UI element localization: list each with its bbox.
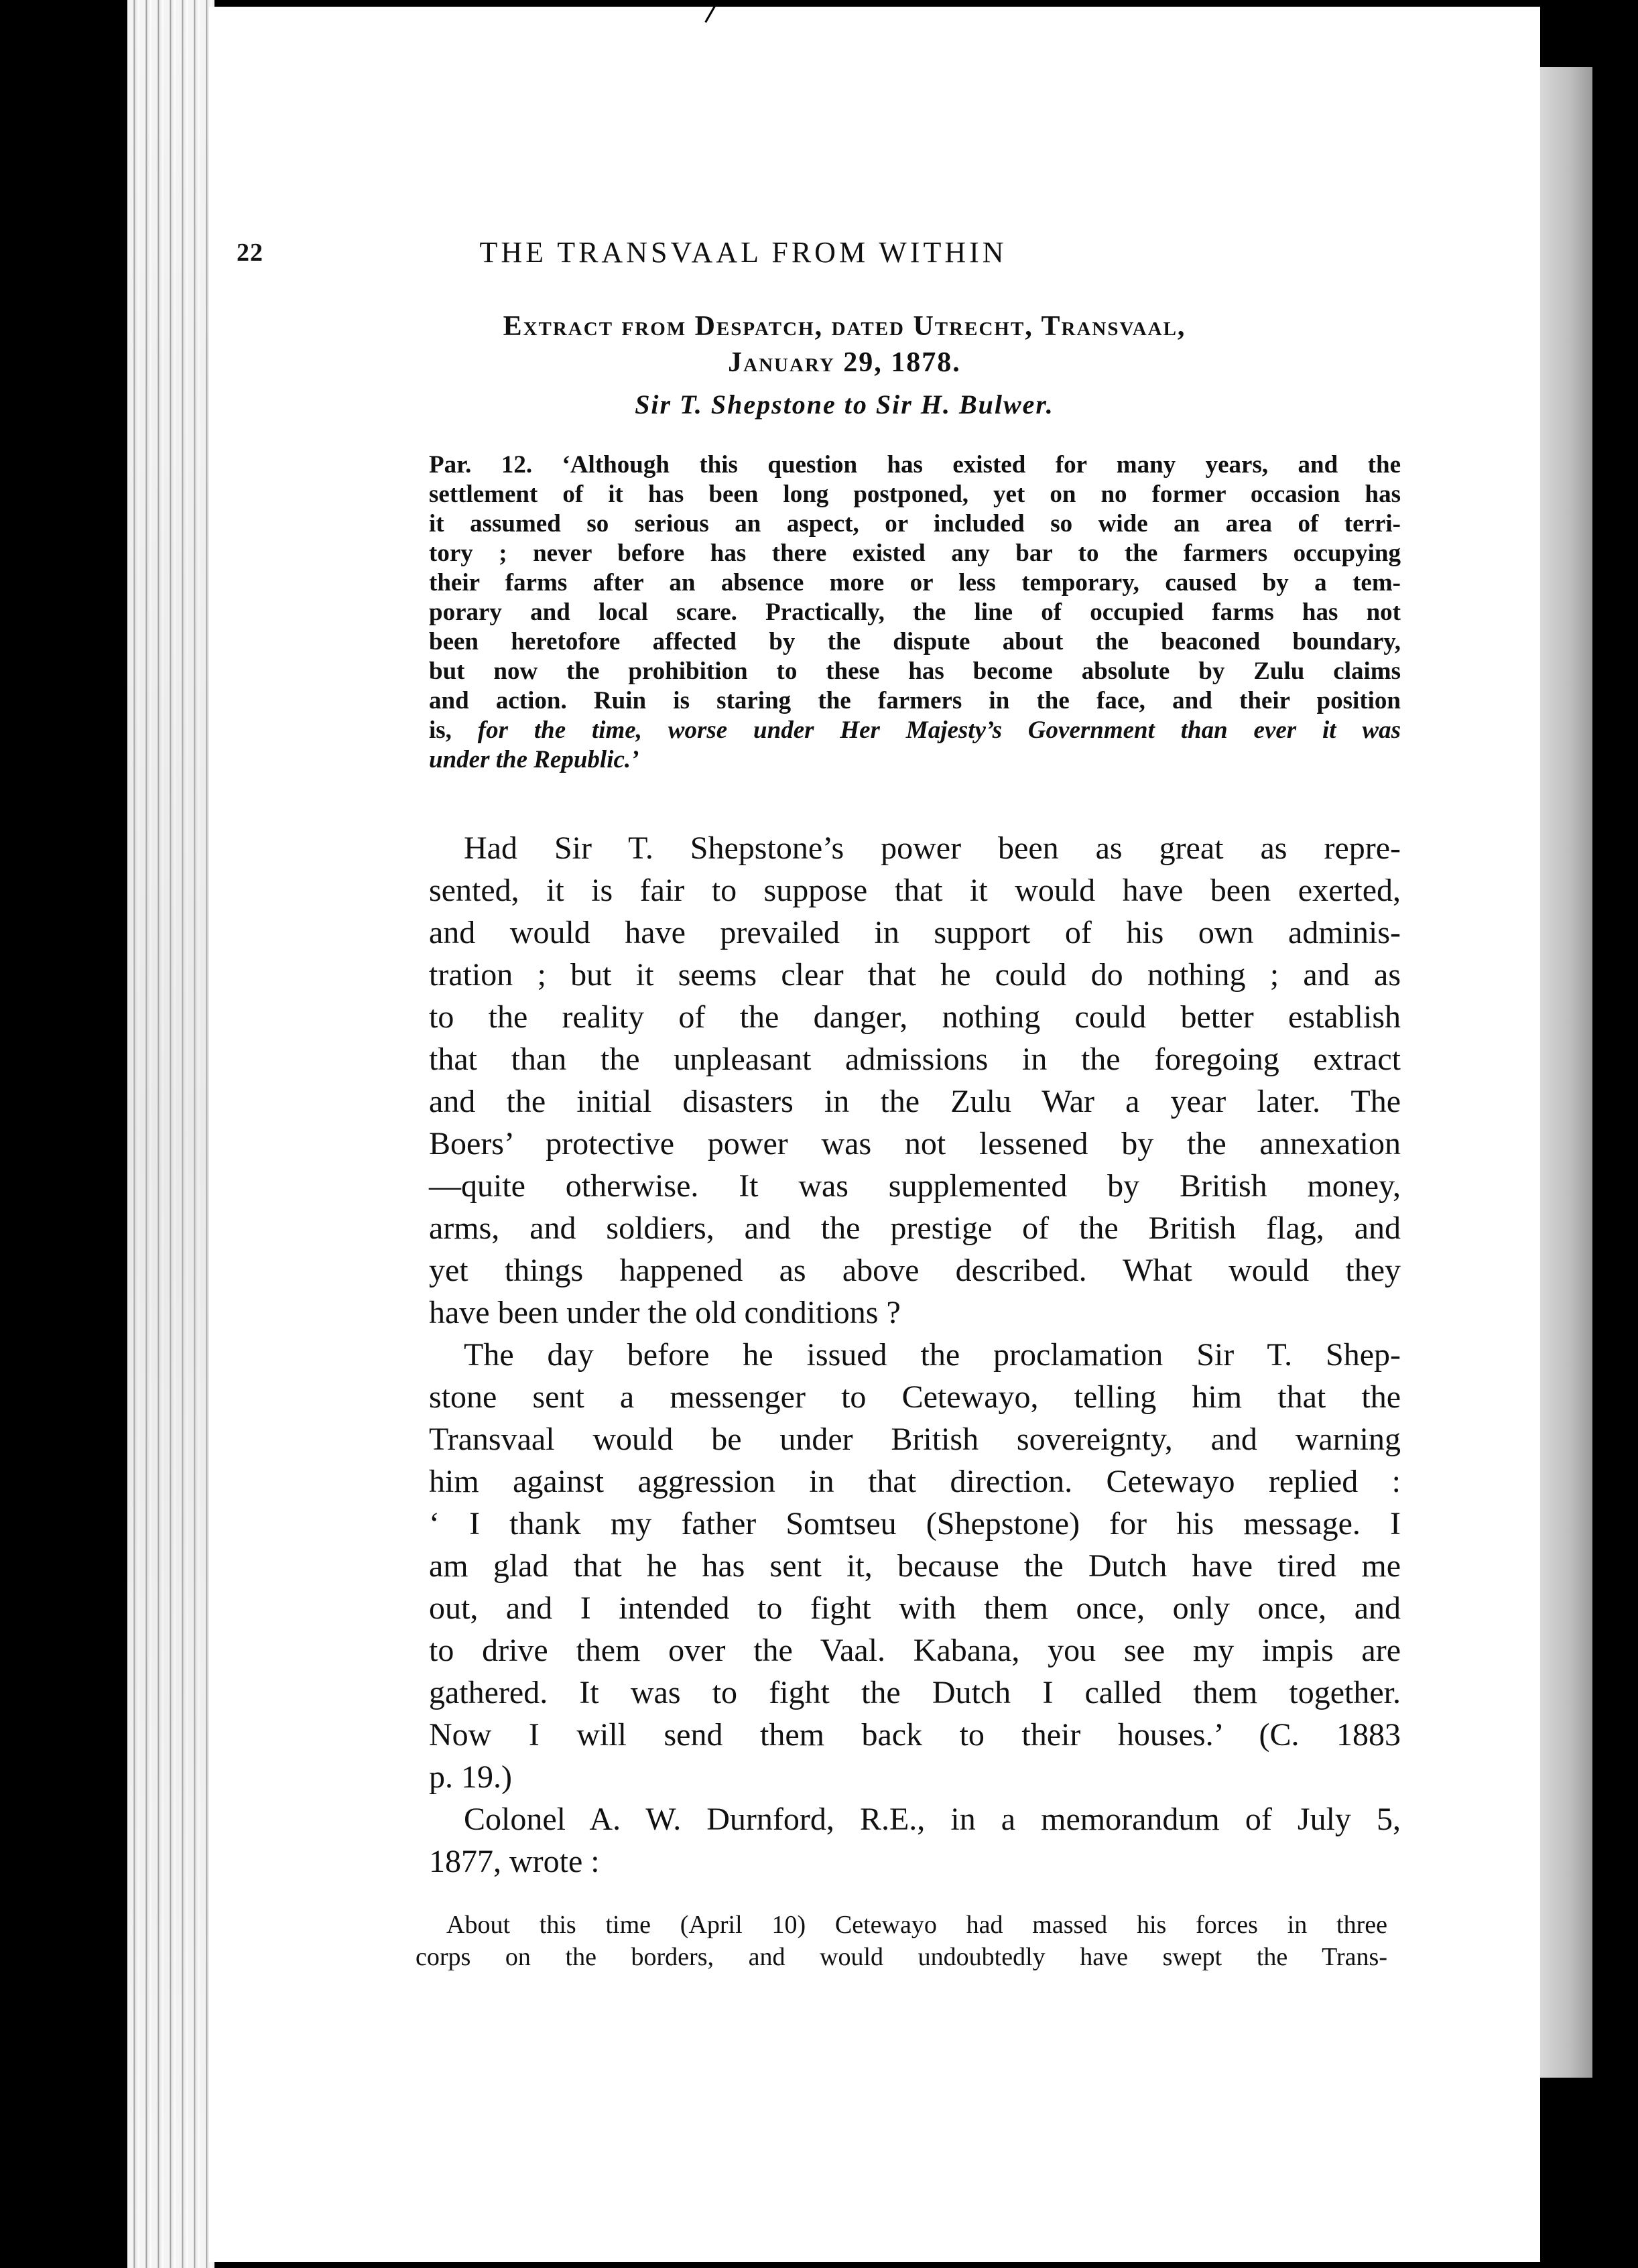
extract-subheading: Sir T. Shepstone to Sir H. Bulwer. [635, 389, 1054, 420]
extract-heading-line-1: Extract from Despatch, dated Utrecht, Transvaal, [503, 311, 1186, 342]
body-line: Had Sir T. Shepstone’s power been as great as repre- [464, 830, 1401, 866]
body-line: yet things happened as above described. What would they [429, 1253, 1401, 1288]
extract-heading [322, 308, 1367, 381]
body-line: and the initial disasters in the Zulu War a year later. The [429, 1084, 1401, 1119]
body-line: Colonel A. W. Durnford, R.E., in a memorandum of July 5, [464, 1802, 1401, 1837]
book-page-edges [127, 0, 214, 2268]
quote-line: tory ; never before has there existed any bar to the farmers occupying [429, 540, 1401, 567]
body-line: 1877, wrote : [429, 1844, 600, 1879]
quote-line-prefix: is, [429, 716, 478, 744]
quote-line: their farms after an absence more or less temporary, caused by a tem- [429, 569, 1401, 596]
quote-line: but now the prohibition to these has become absolute by Zulu claims [429, 657, 1401, 685]
quote-italic-text: for the time, worse under Her Majesty’s Government than ever it was [477, 716, 1401, 744]
body-line: stone sent a messenger to Cetewayo, telling him that the [429, 1379, 1401, 1415]
quote-line: porary and local scare. Practically, the line of occupied farms has not [429, 598, 1401, 626]
quote-line: Par. 12. ‘Although this question has existed for many years, and the [429, 451, 1401, 479]
body-line: p. 19.) [429, 1759, 512, 1795]
durnford-quote [416, 1909, 1387, 1973]
body-line: Transvaal would be under British sovereignty, and warning [429, 1422, 1401, 1457]
body-line: to drive them over the Vaal. Kabana, you see my impis are [429, 1633, 1401, 1668]
body-line: have been under the old conditions ? [429, 1295, 901, 1330]
body-line: gathered. It was to fight the Dutch I called them together. [429, 1675, 1401, 1710]
paragraph-2 [429, 1334, 1401, 1798]
page-header [237, 238, 1250, 285]
quote-line: About this time (April 10) Cetewayo had massed his forces in three [446, 1911, 1387, 1939]
body-line: Now I will send them back to their houses.’ (C. 1883 [429, 1717, 1401, 1753]
body-line: The day before he issued the proclamation Sir T. Shep- [464, 1337, 1401, 1373]
body-line: ‘ I thank my father Somtseu (Shepstone) for his message. I [429, 1506, 1401, 1541]
paragraph-3 [429, 1798, 1401, 1883]
body-line: that than the unpleasant admissions in the foregoing extract [429, 1042, 1401, 1077]
body-line: tration ; but it seems clear that he could do nothing ; and as [429, 957, 1401, 993]
body-line: arms, and soldiers, and the prestige of the British flag, and [429, 1210, 1401, 1246]
extract-heading-line-2: January 29, 1878. [728, 347, 961, 378]
body-line: him against aggression in that direction. Cetewayo replied : [429, 1464, 1401, 1499]
despatch-quote [429, 450, 1401, 775]
quote-line: and action. Ruin is staring the farmers in the face, and their position [429, 687, 1401, 714]
body-text [429, 827, 1401, 1883]
body-line: sented, it is fair to suppose that it would have been exerted, [429, 873, 1401, 908]
quote-line: settlement of it has been long postponed, yet on no former occasion has [429, 481, 1401, 508]
quote-line-italic-mixed [429, 716, 1401, 745]
paragraph-1 [429, 827, 1401, 1334]
quote-line: been heretofore affected by the dispute about the beaconed boundary, [429, 628, 1401, 655]
quote-line: corps on the borders, and would undoubtedly have swept the Trans- [416, 1943, 1387, 1971]
facing-page-edge [1539, 67, 1592, 2078]
body-line: out, and I intended to fight with them once, only once, and [429, 1590, 1401, 1626]
page-number: 22 [237, 239, 263, 267]
quote-line: it assumed so serious an aspect, or included so wide an area of terri- [429, 510, 1401, 538]
quote-line-italic: under the Republic.’ [429, 746, 639, 773]
body-line: Boers’ protective power was not lessened by the annexation [429, 1126, 1401, 1161]
body-line: —quite otherwise. It was supplemented by British money, [429, 1168, 1401, 1204]
body-line: am glad that he has sent it, because the Dutch have tired me [429, 1548, 1401, 1584]
running-title: THE TRANSVAAL FROM WITHIN [479, 236, 1007, 269]
body-line: to the reality of the danger, nothing could better establish [429, 999, 1401, 1035]
body-line: and would have prevailed in support of his own adminis- [429, 915, 1401, 950]
